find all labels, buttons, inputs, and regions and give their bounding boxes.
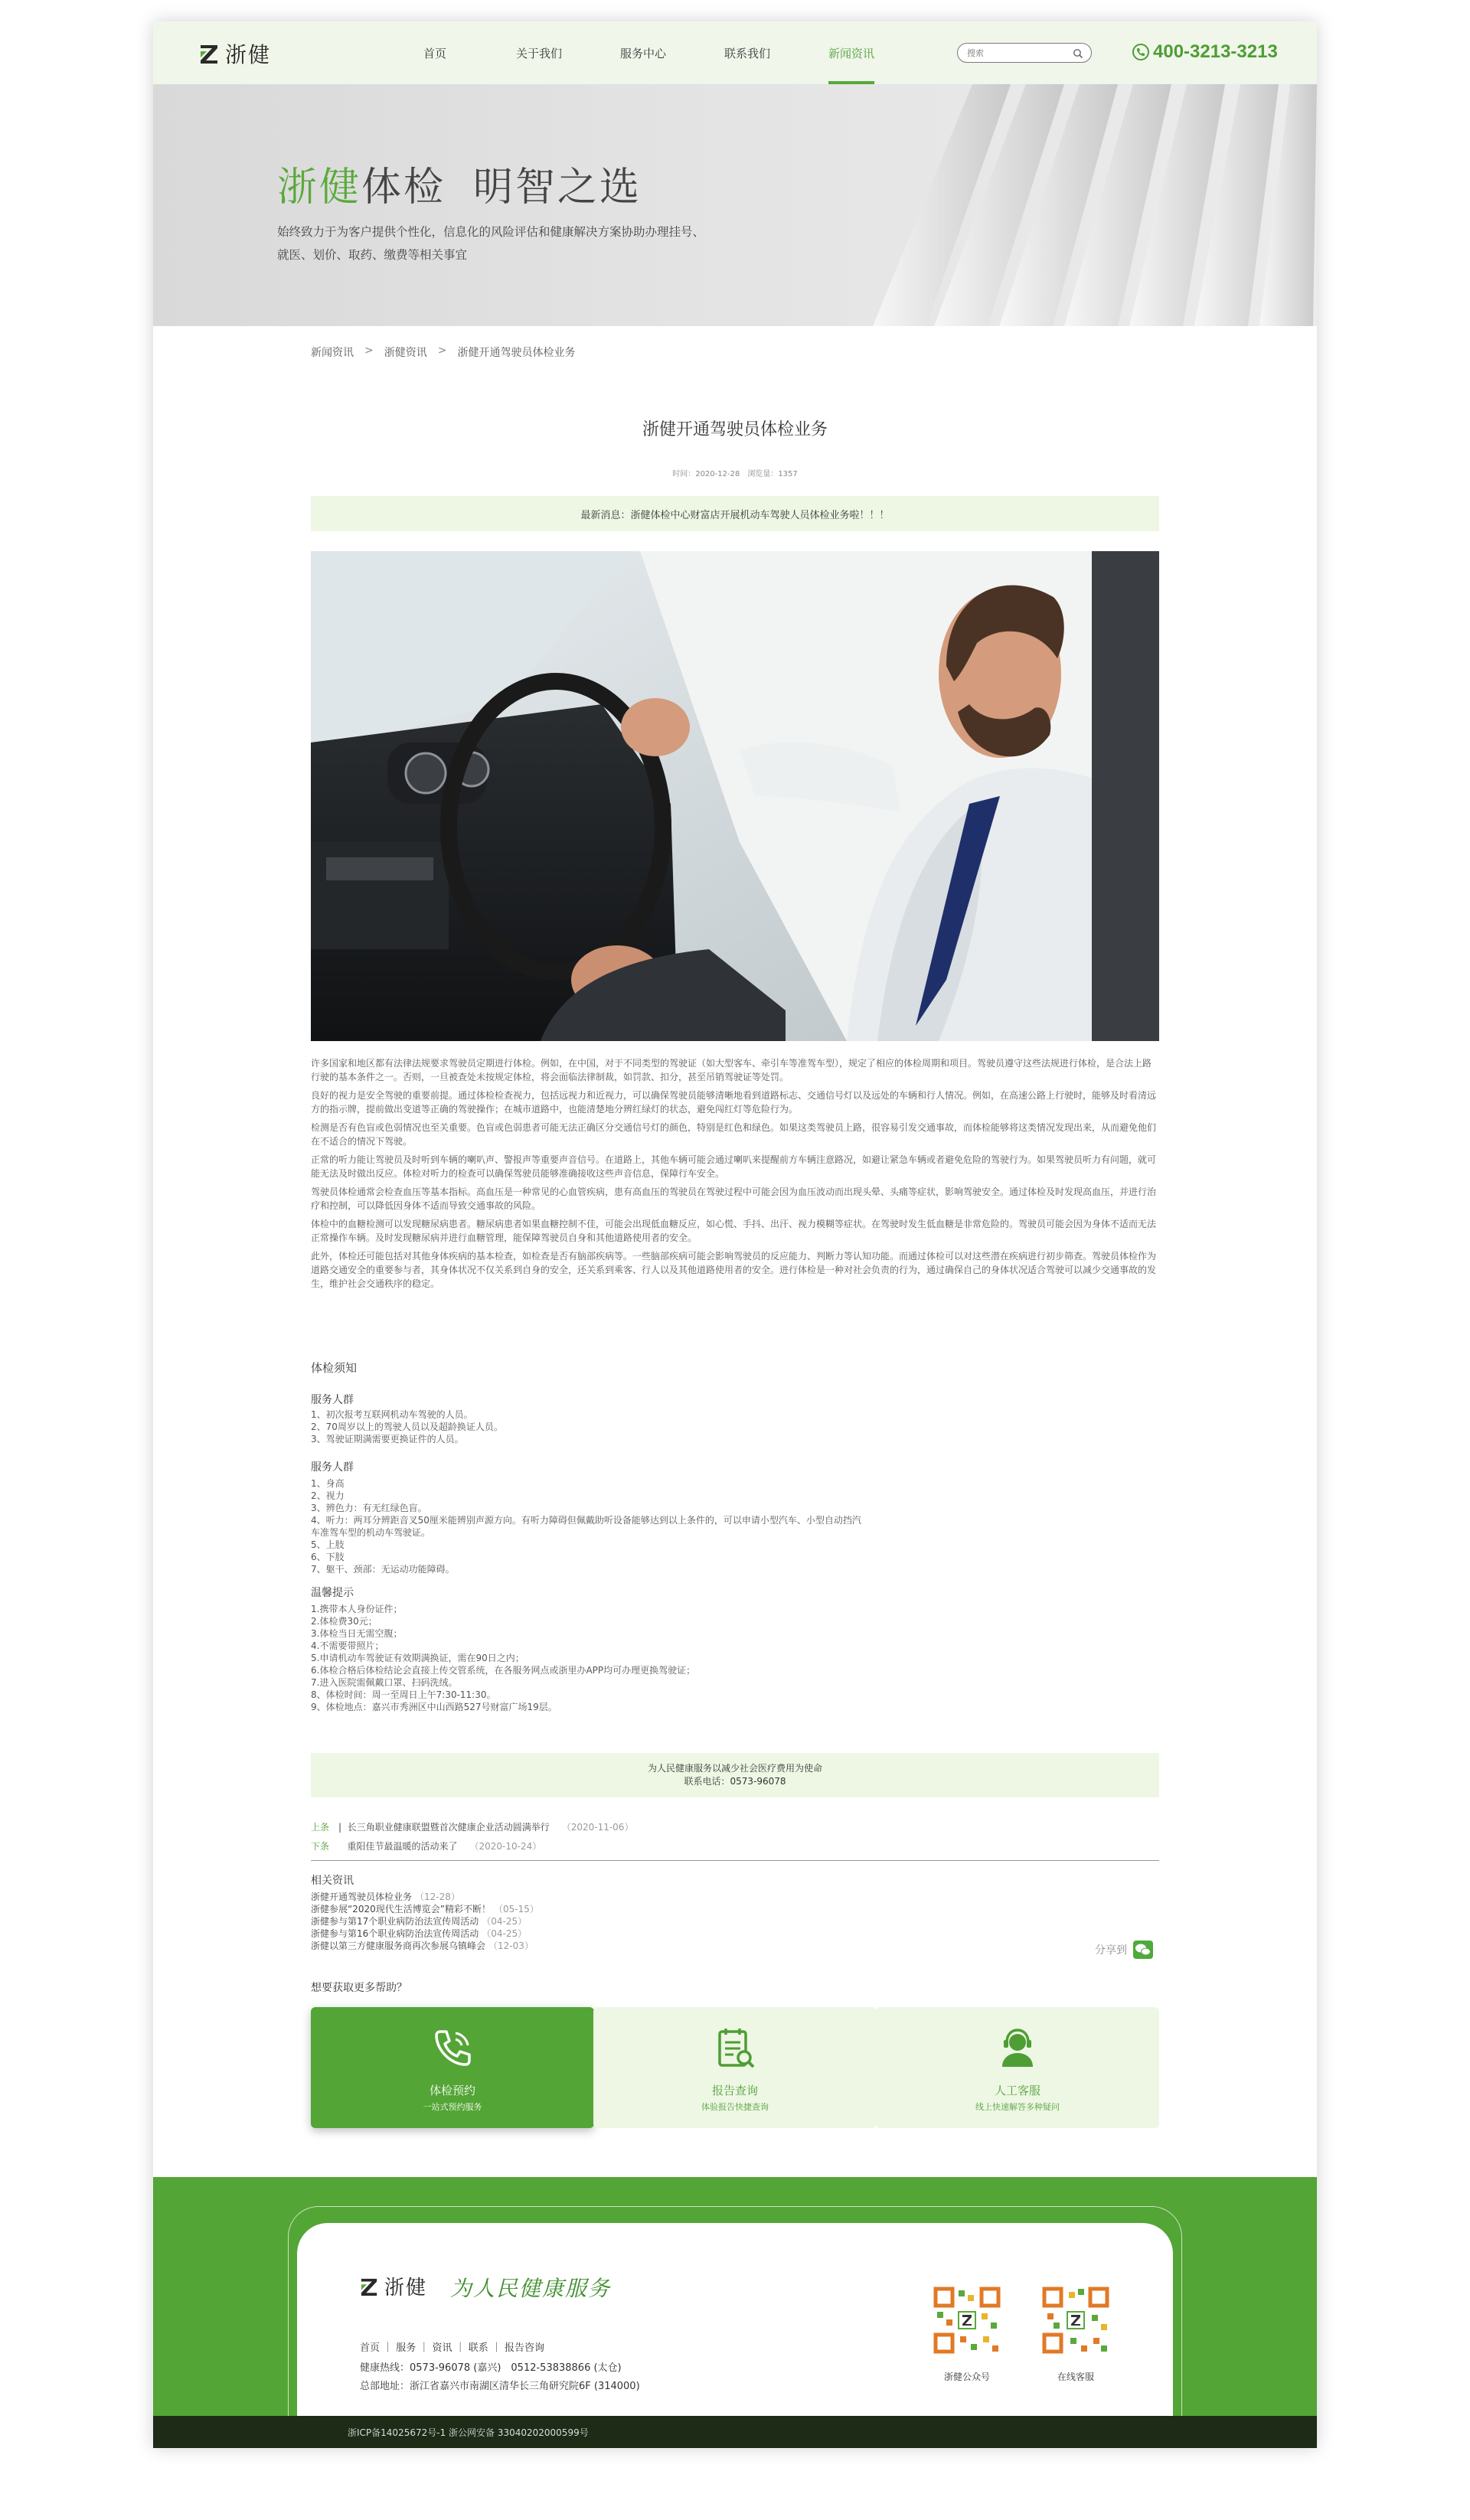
site-header (153, 21, 1317, 84)
items-title: 服务人群 (311, 1461, 354, 1474)
list-item: 4.不需要带照片； (311, 1640, 384, 1651)
list-item: 9、体检地点：嘉兴市秀洲区中山西路527号财富广场19层。 (311, 1702, 557, 1712)
share-label: 分享到 (1095, 1944, 1127, 1957)
list-item: 5、上肢 (311, 1539, 345, 1550)
nav-home[interactable]: 首页 (423, 46, 446, 60)
items-list (311, 1477, 862, 1575)
related-item-date: （12-28） (415, 1892, 460, 1902)
banner-title-tail: 明智之选 (473, 165, 642, 211)
article-meta: 时间：2020-12-28 浏览量：1357 (672, 470, 798, 478)
article-paragraph: 正常的听力能让驾驶员及时听到车辆的喇叭声、警报声等重要声音信号。在道路上，其他车辆可能会通过喇叭来提醒前方车辆注意路况，如避让紧急车辆或者避免危险的驾驶行为。如果驾驶员听力有问题，就可能无法及时做出反应。体检对听力的检查可以确保驾驶员能够准确接收这些声音信息，保障行车安全。 (311, 1154, 1157, 1179)
search-box (957, 43, 1092, 63)
related-item-date: （04-25） (482, 1916, 528, 1927)
qr-code-wechat (933, 2286, 1001, 2355)
article-body (311, 1056, 1159, 1295)
search-icon[interactable] (1073, 48, 1083, 59)
share (1095, 1941, 1153, 1959)
list-item: 1、初次报考互联网机动车驾驶的人员。 (311, 1409, 473, 1420)
related-item-date: （05-15） (493, 1904, 539, 1914)
card-title: 人工客服 (994, 2084, 1040, 2097)
tips-list (311, 1603, 862, 1713)
article-paragraph: 许多国家和地区都有法律法规要求驾驶员定期进行体检。例如，在中国，对于不同类型的驾驶证（如大型客车、牵引车等准驾车型），规定了相应的体检周期和项目。驾驶员遵守这些法规进行体检，是合法上路行驶的基本条件之一。否则，一旦被查处未按规定体检，将会面临法律制裁，如罚款、扣分，甚至吊销驾驶证等处罚。 (311, 1058, 1152, 1082)
phone-circle-icon (1132, 43, 1150, 61)
card-subtitle: 线上快速解答多种疑问 (975, 2102, 1060, 2112)
banner-description: 始终致力于为客户提供个性化，信息化的风险评估和健康解决方案协助办理挂号、就医、划价、取药、缴费等相关事宜 (277, 225, 705, 262)
nav-services[interactable]: 服务中心 (619, 46, 666, 60)
footer-bottom-bar (153, 2416, 1317, 2448)
logo-text: 浙健 (225, 42, 272, 67)
related-item-title[interactable]: 浙健参与第17个职业病防治法宣传周活动 (311, 1916, 479, 1927)
related-item[interactable] (311, 1928, 539, 1940)
list-item: 6、下肢 (311, 1552, 345, 1562)
page (153, 21, 1317, 2448)
related-item-date: （04-25） (482, 1928, 528, 1939)
footer-links[interactable]: 首页 ｜ 服务 ｜ 资讯 ｜ 联系 ｜ 报告咨询 (360, 2342, 545, 2354)
logo-z-icon (360, 2277, 378, 2296)
next-title[interactable]: 重阳佳节最温暖的活动来了 (347, 1841, 458, 1852)
next-tag: 下条 (311, 1841, 330, 1852)
related-item[interactable] (311, 1891, 539, 1903)
list-item: 5.申请机动车驾驶证有效期满换证，需在90日之内； (311, 1653, 524, 1663)
list-item: 4、听力：两耳分辨距音叉50厘米能辨别声源方向。有听力障碍但佩戴助听设备能够达到以上条件的，可以申请小型汽车、小型自动挡汽车准驾车型的机动车驾驶证。 (311, 1515, 861, 1538)
list-item: 2、70周岁以上的驾驶人员以及超龄换证人员。 (311, 1422, 503, 1432)
list-item: 1、身高 (311, 1478, 345, 1489)
qr-label-wechat: 浙健公众号 (943, 2371, 990, 2382)
breadcrumb-zhejian-news[interactable]: 浙健资讯 (384, 347, 427, 359)
list-item: 6.体检合格后体检结论会直接上传交管系统，在各服务网点或浙里办APP均可办理更换驾驶证； (311, 1665, 696, 1676)
card-customer-service[interactable] (876, 2007, 1159, 2128)
list-item: 8、体检时间：周一至周日上午7:30-11:30。 (311, 1689, 496, 1700)
related-item[interactable] (311, 1915, 539, 1928)
card-title: 报告查询 (711, 2084, 758, 2097)
breadcrumb (311, 344, 575, 360)
footer-logo-text: 浙健 (384, 2277, 428, 2300)
banner-title (277, 155, 642, 212)
related-item[interactable] (311, 1940, 539, 1952)
prev-date: （2020-11-06） (561, 1822, 634, 1833)
article-paragraph: 检测是否有色盲或色弱情况也至关重要。色盲或色弱患者可能无法正确区分交通信号灯的颜色，特别是红色和绿色。如果这类驾驶员上路，很容易引发交通事故，而体检能够将这类情况发现出来，从而避免他们在不适合的情况下驾驶。 (311, 1122, 1157, 1147)
list-item: 7、躯干、颈部：无运动功能障碍。 (311, 1564, 455, 1575)
hotline-number: 400-3213-3213 (1153, 41, 1278, 62)
hotline (1132, 41, 1278, 63)
card-title: 体检预约 (429, 2084, 475, 2097)
notice-bar: 最新消息：浙健体检中心财富店开展机动车驾驶人员体检业务啦！！！ (311, 496, 1159, 531)
next-date: （2020-10-24） (469, 1841, 542, 1852)
list-item: 3、驾驶证期满需要更换证件的人员。 (311, 1434, 464, 1444)
divider (311, 1860, 1159, 1861)
prev-article[interactable]: 上条 | 长三角职业健康联盟暨首次健康企业活动圆满举行 （2020-11-06） (311, 1822, 634, 1833)
customer-service-icon (995, 2025, 1040, 2071)
related-item-date: （12-03） (488, 1941, 534, 1951)
nav-contact[interactable]: 联系我们 (724, 46, 770, 60)
footer-hotline: 健康热线：0573-96078 (嘉兴) 0512-53838866 (太仓) (360, 2362, 622, 2374)
icp-record[interactable]: 浙ICP备14025672号-1 浙公网安备 33040202000599号 (348, 2427, 589, 2438)
card-booking[interactable] (311, 2007, 594, 2128)
nav-news[interactable]: 新闻资讯 (799, 21, 903, 84)
logo[interactable] (199, 38, 271, 69)
main-nav (383, 21, 903, 84)
qr-label-service: 在线客服 (1057, 2371, 1094, 2382)
list-item: 3.体检当日无需空腹； (311, 1628, 403, 1639)
prev-title[interactable]: 长三角职业健康联盟暨首次健康企业活动圆满举行 (347, 1822, 550, 1833)
search-input[interactable] (967, 47, 1074, 60)
card-subtitle: 体验报告快捷查询 (701, 2102, 769, 2112)
next-article[interactable] (311, 1839, 1159, 1852)
card-subtitle: 一站式预约服务 (423, 2102, 482, 2112)
card-report[interactable] (593, 2007, 877, 2128)
tips-title: 温馨提示 (311, 1587, 354, 1599)
footer-card (297, 2223, 1173, 2425)
qr-code-service (1041, 2286, 1110, 2355)
motto-line: 为人民健康服务以减少社会医疗费用为使命 (647, 1763, 822, 1774)
breadcrumb-chevron-icon: > (437, 344, 447, 357)
footer-slogan: 为人民健康服务 (450, 2276, 612, 2301)
article-title: 浙健开通驾驶员体检业务 (642, 420, 828, 439)
list-item: 2.体检费30元； (311, 1616, 377, 1627)
related-item-title[interactable]: 浙健参展“2020现代生活博览会”精彩不断！ (311, 1904, 491, 1914)
article-paragraph: 良好的视力是安全驾驶的重要前提。通过体检检查视力，包括远视力和近视力，可以确保驾驶员能够清晰地看到道路标志、交通信号灯以及远处的车辆和行人情况。例如，在高速公路上行驶时，能够及时看清远方的指示牌，提前做出变道等正确的驾驶操作；在城市道路中，也能清楚地分辨红绿灯的状态，避免闯红灯等危险行为。 (311, 1090, 1157, 1115)
breadcrumb-chevron-icon: > (364, 344, 374, 357)
nav-about[interactable]: 关于我们 (515, 46, 562, 60)
banner-title-brand: 浙健 (277, 165, 362, 211)
footer-logo[interactable] (360, 2272, 427, 2300)
phone-icon (430, 2025, 475, 2071)
report-icon (712, 2025, 758, 2071)
article-paragraph: 此外，体检还可能包括对其他身体疾病的基本检查，如检查是否有脑部疾病等。一些脑部疾病可能会影响驾驶员的反应能力、判断力等认知功能。而通过体检可以对这些潜在疾病进行初步筛查。驾驶员体检作为道路交通安全的重要参与者，其身体状况不仅关系到自身的安全，还关系到乘客、行人以及其他道路使用者的安全。进行体检是一种对社会负责的行为，通过确保自己的身体状况适合驾驶可以减少交通事故的发生，维护社会交通秩序的稳定。 (311, 1251, 1157, 1289)
related-item-title[interactable]: 浙健以第三方健康服务商再次参展乌镇峰会 (311, 1941, 486, 1951)
motto-box (311, 1753, 1159, 1797)
contact-phone: 联系电话：0573-96078 (684, 1776, 786, 1787)
crowd-title: 服务人群 (311, 1394, 354, 1406)
article-paragraph: 驾驶员体检通常会检查血压等基本指标。高血压是一种常见的心血管疾病，患有高血压的驾驶员在驾驶过程中可能会因为血压波动而出现头晕、头痛等症状，影响驾驶安全。通过体检及时发现高血压，并进行治疗和控制，可以降低因身体不适而导致交通事故的风险。 (311, 1187, 1157, 1211)
list-item: 1.携带本人身份证件； (311, 1604, 403, 1614)
prev-tag: 上条 (311, 1822, 330, 1833)
wechat-icon[interactable] (1133, 1941, 1153, 1959)
logo-z-icon (199, 43, 219, 64)
breadcrumb-news[interactable]: 新闻资讯 (311, 347, 354, 359)
banner-architecture-graphic (781, 84, 1317, 326)
list-item: 2、视力 (311, 1490, 345, 1501)
list-item: 3、辨色力：有无红绿色盲。 (311, 1503, 427, 1513)
footer-address: 总部地址：浙江省嘉兴市南湖区清华长三角研究院6F (314000) (360, 2381, 640, 2392)
related-item-title[interactable]: 浙健参与第16个职业病防治法宣传周活动 (311, 1928, 479, 1939)
related-title: 相关资讯 (311, 1875, 354, 1887)
article-photo-driver (311, 551, 1159, 1041)
article-paragraph: 体检中的血糖检测可以发现糖尿病患者。糖尿病患者如果血糖控制不佳，可能会出现低血糖反应，如心慌、手抖、出汗、视力模糊等症状。在驾驶时发生低血糖是非常危险的。驾驶员可能会因为身体不适而无法正常操作车辆。及时发现糖尿病并进行血糖管理，能保障驾驶员自身和其他道路使用者的安全。 (311, 1219, 1157, 1243)
hero-banner (153, 84, 1317, 326)
banner-title-main: 体检 (361, 165, 446, 211)
crowd-list (311, 1409, 862, 1445)
related-item[interactable] (311, 1903, 539, 1915)
list-item: 7.进入医院需佩戴口罩、扫码洗绒。 (311, 1677, 458, 1688)
site-footer (153, 2177, 1317, 2448)
help-title: 想要获取更多帮助？ (311, 1982, 407, 1994)
breadcrumb-current: 浙健开通驾驶员体检业务 (457, 347, 576, 359)
guide-title: 体检须知 (311, 1361, 358, 1375)
related-item-title[interactable]: 浙健开通驾驶员体检业务 (311, 1892, 413, 1902)
related-list (311, 1891, 539, 1952)
